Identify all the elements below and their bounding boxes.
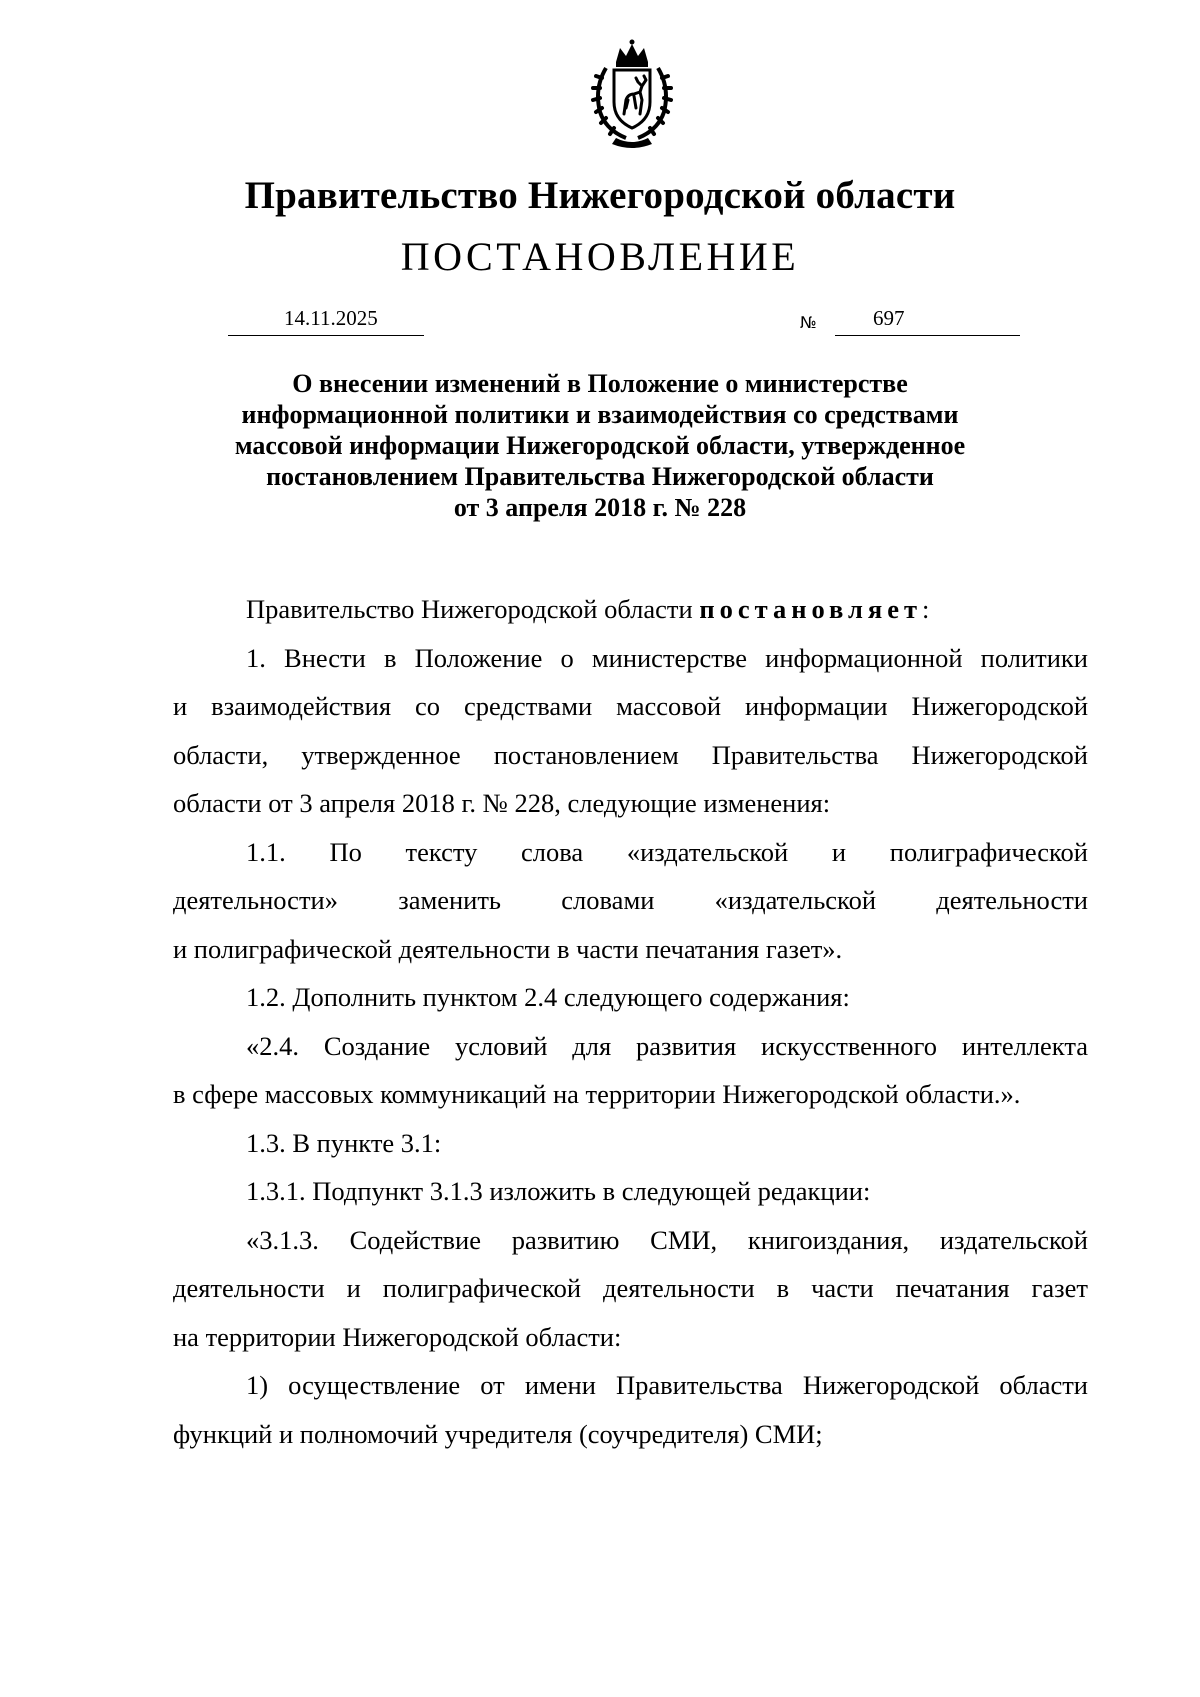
subject-line: от 3 апреля 2018 г. № 228 (453, 493, 747, 522)
body-line: деятельности и полиграфической деятельности в части печатания газет (173, 1273, 1088, 1303)
body-line: в сфере массовых коммуникаций на территории Нижегородской области.». (173, 1079, 1021, 1109)
body-line: на территории Нижегородской области: (173, 1321, 622, 1352)
nizhny-novgorod-coat-of-arms-icon (576, 38, 688, 150)
body-line: функций и полномочий учредителя (соучредителя) СМИ; (173, 1418, 823, 1449)
subject-line: О внесении изменений в Положение о министерстве (292, 369, 908, 398)
subject-line: массовой информации Нижегородской области, утвержденное (234, 431, 966, 460)
body-line: 1.1. По тексту слова «издательской и полиграфической (246, 836, 1088, 867)
document-number: 697 (873, 306, 905, 330)
preamble-text: Правительство Нижегородской области (246, 594, 700, 624)
body-line: области от 3 апреля 2018 г. № 228, следующие изменения: (173, 788, 831, 818)
preamble-line (173, 585, 1088, 634)
body-line: и полиграфической деятельности в части печатания газет». (173, 933, 843, 964)
document-subject (200, 368, 1000, 523)
body-line: 1.3. В пункте 3.1: (246, 1127, 442, 1158)
body-line: «2.4. Создание условий для развития искусственного интеллекта (246, 1030, 1088, 1061)
body-line: области, утвержденное постановлением Правительства Нижегородской (173, 739, 1088, 770)
body-line: 1.3.1. Подпункт 3.1.3 изложить в следующей редакции: (246, 1176, 871, 1206)
subject-line: постановлением Правительства Нижегородской области (266, 462, 934, 491)
body-line: и взаимодействия со средствами массовой информации Нижегородской (173, 691, 1088, 721)
body-line: 1. Внести в Положение о министерстве информационной политики (246, 642, 1088, 673)
body-line: деятельности» заменить словами «издательской деятельности (173, 885, 1088, 915)
document-date: 14.11.2025 (284, 306, 378, 330)
subject-line: информационной политики и взаимодействия со средствами (241, 400, 959, 429)
preamble-emphasis: постановляет (699, 594, 923, 624)
date-field (228, 305, 424, 336)
number-field (835, 305, 1020, 336)
document-type-heading: ПОСТАНОВЛЕНИЕ (400, 234, 800, 279)
body-line: «3.1.3. Содействие развитию СМИ, книгоиздания, издательской (246, 1224, 1088, 1255)
organization-title: Правительство Нижегородской области (244, 174, 956, 217)
body-line: 1) осуществление от имени Правительства Нижегородской области (246, 1370, 1088, 1400)
number-label: № (800, 313, 817, 332)
body-line: 1.2. Дополнить пунктом 2.4 следующего содержания: (246, 982, 850, 1012)
document-body (173, 585, 1088, 1458)
preamble-suffix: : (922, 594, 930, 624)
